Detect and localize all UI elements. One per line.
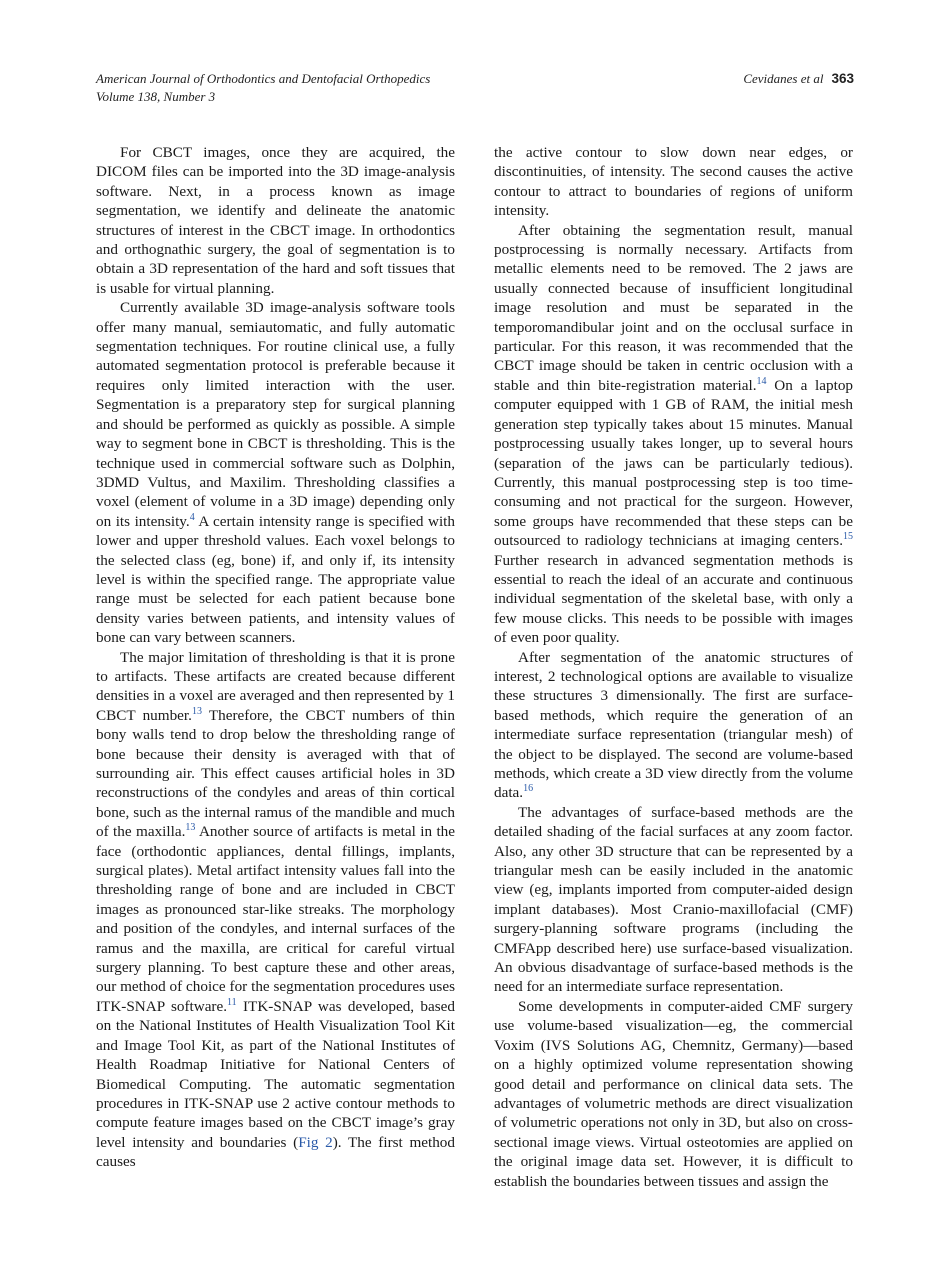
running-header-page bbox=[743, 70, 854, 88]
paragraph-text: For CBCT images, once they are acquired, the DICOM files can be imported into the 3D image-analysis software. Next, in a process known as image segmentation, we identify and delineate the anatomic structures of interest in the CBCT image. In orthodontics and orthognathic surgery, the goal of segmentation is to obtain a 3D representation of the hard and soft tissues that is usable for virtual planning. bbox=[96, 144, 455, 297]
paragraph bbox=[494, 143, 853, 221]
paragraph-text: Therefore, the CBCT numbers of thin bony walls tend to drop below the thresholding range of bone because their density is averaged with that of surrounding air. This effect causes artificial holes in 3D reconstructions of the condyles and areas of thin cortical bone, such as the internal ramus of the mandible and much of the maxilla. bbox=[96, 706, 455, 841]
paragraph-text: the active contour to slow down near edges, or discontinuities, of intensity. The second causes the active contour to attract to boundaries of regions of uniform intensity. bbox=[494, 144, 853, 220]
paragraph-text: ITK-SNAP was developed, based on the National Institutes of Health Visualization Tool Kit and Image Tool Kit, as part of the National Institutes of Health Roadmap Initiative for National Centers of Biomedical Computing. The automatic segmentation procedures in ITK-SNAP use 2 active contour methods to compute feature images based on the CBCT image’s gray level intensity and boundaries ( bbox=[96, 997, 455, 1151]
citation-ref[interactable]: 13 bbox=[191, 705, 202, 717]
paragraph-text: The advantages of surface-based methods are the detailed shading of the facial surfaces at any zoom factor. Also, any other 3D structure that can be represented by a triangular mesh can be easily included in the anatomic view (eg, implants imported from computer-aided design implant databases). Most Cranio-maxillofacial (CMF) surgery-planning software programs (including the CMFApp described here) use surface-based visualization. An obvious disadvantage of surface-based methods is the need for an intermediate surface representation. bbox=[494, 803, 853, 996]
paragraph-text: A certain intensity range is specified with lower and upper threshold values. Each voxel belongs to the selected class (eg, bone) if, and only if, its intensity level is within the specified range. The appropriate value range must be selected for each patient because bone density varies between patients, and intensity values of bone can vary between scanners. bbox=[96, 512, 455, 647]
paragraph-text: The major limitation of thresholding is that it is prone to artifacts. These artifacts are created because different densities in a voxel are averaged and then represented by 1 CBCT number. bbox=[96, 648, 455, 724]
left-column bbox=[96, 143, 455, 1172]
paragraph bbox=[494, 997, 853, 1191]
paragraph-text: Some developments in computer-aided CMF surgery use volume-based visualization—eg, the commercial Voxim (IVS Solutions AG, Chemnitz, Germany)—based on a highly optimized volume representation showing good detail and performance on clinical data sets. The advantages of volumetric methods are direct visualization of volumetric operations not only in 3D, but also on cross-sectional image views. Virtual osteotomies are applied on the original image data set. However, it is difficult to establish the boundaries between tissues and assign the bbox=[494, 997, 853, 1190]
running-authors: Cevidanes et al bbox=[743, 71, 824, 86]
journal-volume: Volume 138, Number 3 bbox=[96, 89, 216, 104]
figure-link[interactable]: Fig 2 bbox=[298, 1133, 333, 1151]
running-header-journal bbox=[96, 70, 430, 106]
paragraph-text: Another source of artifacts is metal in the face (orthodontic appliances, dental fillings, implants, surgical plates). Metal artifact intensity values fall into the thresholding range of bone and are included in CBCT images as pronounced star-like streaks. The morphology and position of the condyles, and internal surfaces of the ramus and the maxilla, are critical for careful virtual surgery planning. To best capture these and other areas, our method of choice for the segmentation procedures uses ITK-SNAP software. bbox=[96, 823, 455, 1015]
citation-ref[interactable]: 14 bbox=[756, 375, 767, 387]
paragraph-text: Further research in advanced segmentation methods is essential to reach the ideal of an accurate and continuous individual segmentation of the skeletal base, with only a few mouse clicks. This needs to be possible with images of even poor quality. bbox=[494, 551, 853, 647]
paragraph bbox=[494, 221, 853, 648]
citation-ref[interactable]: 16 bbox=[523, 783, 534, 795]
paragraph bbox=[494, 803, 853, 997]
paragraph-text: Currently available 3D image-analysis software tools offer many manual, semiautomatic, and fully automatic segmentation techniques. For routine clinical use, a fully automated segmentation protocol is preferable because it requires only limited interaction with the user. Segmentation is a preparatory step for surgical planning and should be performed as quickly as possible. A simple way to segment bone in CBCT is thresholding. This is the technique used in commercial software such as Dolphin, 3DMD Vultus, and Maxilim. Thresholding classifies a voxel (element of volume in a 3D image) depending only on its intensity. bbox=[96, 299, 455, 530]
paragraph bbox=[96, 298, 455, 647]
paragraph-text: ). The first method causes bbox=[96, 1133, 455, 1171]
paragraph-text: On a laptop computer equipped with 1 GB of RAM, the initial mesh generation step typically takes about 15 minutes. Manual postprocessing usually takes longer, up to several hours (separation of the jaws can be particularly tedious). Currently, this manual postprocessing step is too time-consuming and not practical for the surgeon. However, some groups have recommended that these steps can be outsourced to radiology technicians at imaging centers. bbox=[494, 376, 854, 550]
paragraph bbox=[494, 648, 853, 803]
paragraph bbox=[96, 648, 455, 1172]
citation-ref[interactable]: 13 bbox=[185, 822, 196, 834]
journal-title: American Journal of Orthodontics and Dentofacial Orthopedics bbox=[96, 71, 431, 86]
citation-ref[interactable]: 4 bbox=[189, 511, 195, 523]
citation-ref[interactable]: 11 bbox=[227, 996, 237, 1008]
right-column bbox=[494, 143, 853, 1191]
citation-ref[interactable]: 15 bbox=[843, 531, 853, 543]
paragraph bbox=[96, 143, 455, 298]
page-number: 363 bbox=[831, 71, 854, 86]
paragraph-text: After segmentation of the anatomic structures of interest, 2 technological options are available to visualize these structures 3 dimensionally. The first are surface-based methods, which require the generation of an intermediate surface representation (triangular mesh) of the object to be displayed. The second are volume-based methods, which create a 3D view directly from the volume data. bbox=[494, 648, 853, 802]
paragraph-text: After obtaining the segmentation result, manual postprocessing is normally necessary. Artifacts from metallic elements need to be removed. The 2 jaws are usually connected because of insufficient longitudinal image resolution and must be separated in the temporomandibular joint and on the occlusal surface in particular. For this reason, it was recommended that the CBCT image should be taken in centric occlusion with a stable and thin bite-registration material. bbox=[494, 221, 853, 394]
